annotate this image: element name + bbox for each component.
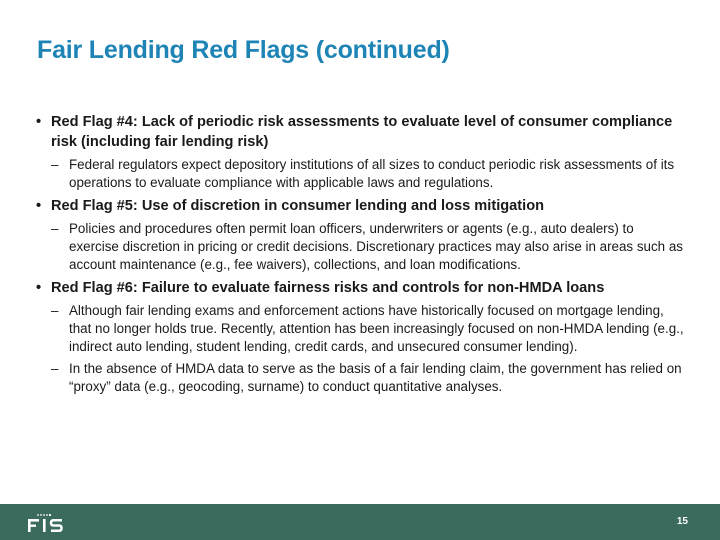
bullet-marker: • bbox=[36, 114, 42, 130]
dash-marker: – bbox=[51, 221, 59, 236]
sub-bullet bbox=[36, 302, 686, 356]
page-number: 15 bbox=[676, 516, 688, 527]
sub-bullet-text: Although fair lending exams and enforcement actions have historically focused on mortgage lending, that no longer holds true. Recently, attention has been increasingly focused on non-HMDA lending (e.g., indirect auto lending, student lending, credit cards, and unsecured consumer lending). bbox=[69, 303, 684, 354]
dash-marker: – bbox=[51, 303, 59, 318]
bullet-text: Red Flag #4: Lack of periodic risk assessments to evaluate level of consumer compliance risk (including fair lending risk) bbox=[51, 114, 673, 150]
footer-bar bbox=[0, 504, 720, 540]
sub-bullet bbox=[36, 220, 686, 274]
slide-content bbox=[36, 112, 686, 400]
bullet-red-flag-6 bbox=[36, 278, 686, 298]
bullet-text: Red Flag #5: Use of discretion in consumer lending and loss mitigation bbox=[51, 198, 545, 214]
bullet-red-flag-5 bbox=[36, 196, 686, 216]
slide-title: Fair Lending Red Flags (continued) bbox=[37, 36, 450, 64]
sub-bullet-text: In the absence of HMDA data to serve as the basis of a fair lending claim, the government has relied on “proxy” data (e.g., geocoding, surname) to conduct quantitative analyses. bbox=[69, 361, 682, 394]
dash-marker: – bbox=[51, 361, 59, 376]
sub-bullet bbox=[36, 360, 686, 396]
bullet-text: Red Flag #6: Failure to evaluate fairness risks and controls for non-HMDA loans bbox=[51, 280, 605, 296]
bullet-marker: • bbox=[36, 280, 42, 296]
sub-bullet-text: Federal regulators expect depository institutions of all sizes to conduct periodic risk assessments of its operations to evaluate compliance with applicable laws and regulations. bbox=[69, 157, 675, 190]
bullet-red-flag-4 bbox=[36, 112, 686, 152]
sub-bullet-text: Policies and procedures often permit loan officers, underwriters or agents (e.g., auto dealers) to exercise discretion in pricing or credit decisions. Discretionary practices may also arise in areas such as account maintenance (e.g., fee waivers), collections, and loan modifications. bbox=[69, 221, 683, 272]
sub-bullet bbox=[36, 156, 686, 192]
bullet-marker: • bbox=[36, 198, 42, 214]
dash-marker: – bbox=[51, 157, 59, 172]
fis-logo bbox=[26, 512, 76, 534]
